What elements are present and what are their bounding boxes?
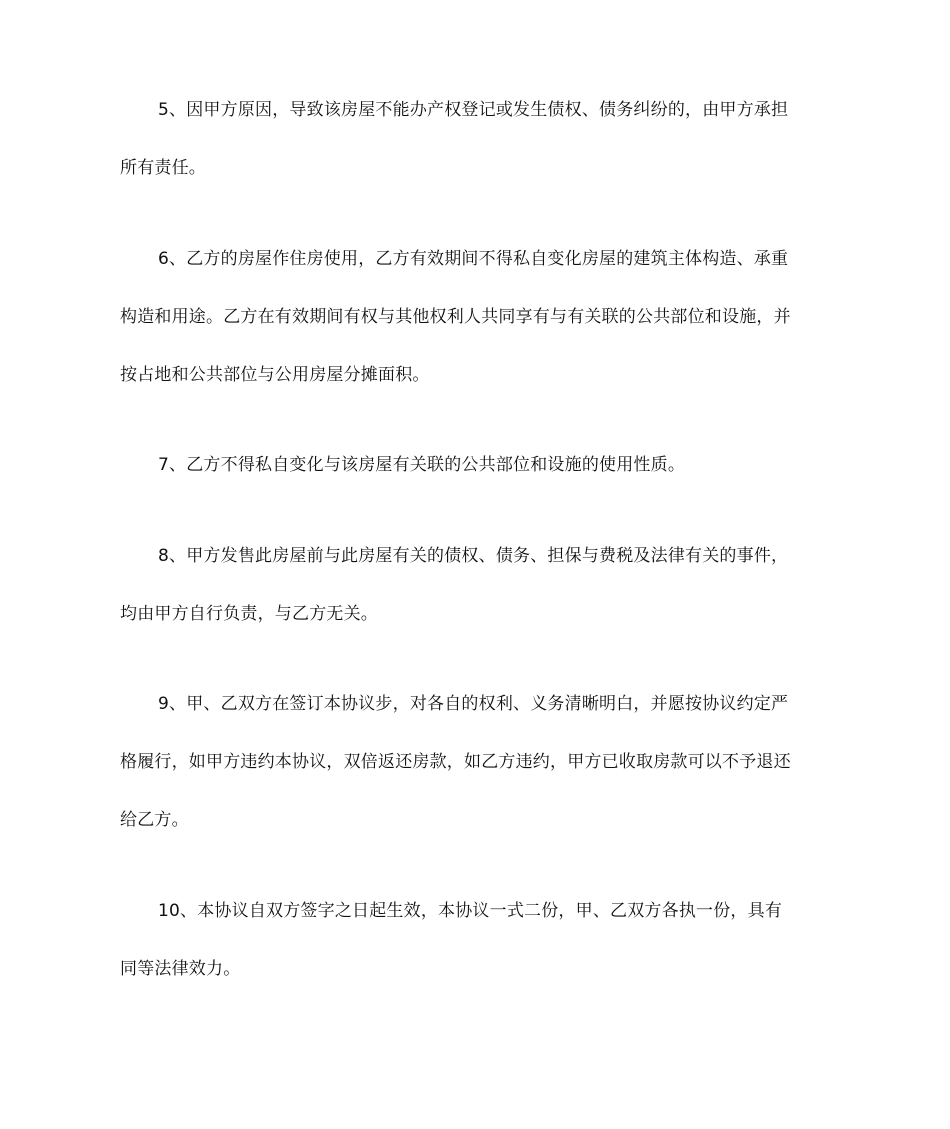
clause-10 [120, 882, 832, 998]
clause-line: 10、本协议自双方签字之日起生效，本协议一式二份，甲、乙双方各执一份，具有 [158, 901, 783, 921]
clause-line: 均由甲方自行负责，与乙方无关。 [120, 604, 378, 624]
clause-9 [120, 675, 832, 849]
clause-line: 9、甲、乙双方在签订本协议步，对各自的权利、义务清晰明白，并愿按协议约定严 [158, 694, 789, 714]
clause-line: 6、乙方的房屋作住房使用，乙方有效期间不得私自变化房屋的建筑主体构造、承重 [158, 249, 789, 269]
clause-5 [120, 81, 832, 197]
clause-7 [120, 436, 832, 494]
clause-6 [120, 230, 832, 404]
clause-line: 格履行，如甲方违约本协议，双倍返还房款，如乙方违约，甲方已收取房款可以不予退还 [120, 752, 791, 772]
clause-line: 7、乙方不得私自变化与该房屋有关联的公共部位和设施的使用性质。 [158, 455, 686, 475]
clause-line: 同等法律效力。 [120, 959, 241, 979]
clause-line: 8、甲方发售此房屋前与此房屋有关的债权、债务、担保与费税及法律有关的事件， [158, 546, 789, 566]
clause-8 [120, 527, 832, 643]
clause-line: 构造和用途。乙方在有效期间有权与其他权利人共同享有与有关联的公共部位和设施，并 [120, 307, 791, 327]
clause-line: 所有责任。 [120, 158, 206, 178]
clause-line: 按占地和公共部位与公用房屋分摊面积。 [120, 365, 430, 385]
clause-line: 5、因甲方原因，导致该房屋不能办产权登记或发生债权、债务纠纷的，由甲方承担 [158, 100, 789, 120]
clause-line: 给乙方。 [120, 810, 189, 830]
